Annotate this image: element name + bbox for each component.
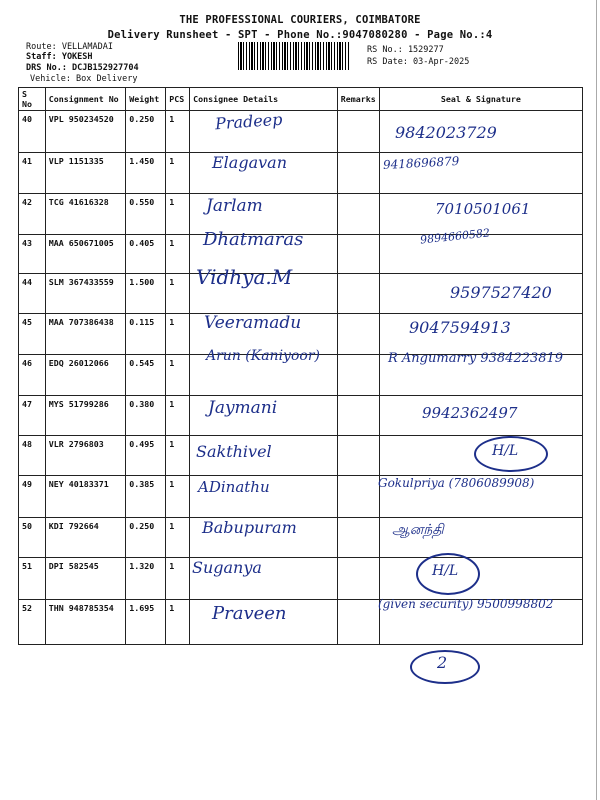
handwritten-seal-41: 9418696879 bbox=[382, 154, 460, 172]
cell-sno: 50 bbox=[19, 518, 46, 558]
cell-sno: 40 bbox=[19, 111, 46, 153]
cell-consignment: VLP 1151335 bbox=[45, 153, 126, 194]
cell-pcs: 1 bbox=[166, 194, 190, 235]
runsheet-subtitle: Delivery Runsheet - SPT - Phone No.:9047080280 - Page No.:4 bbox=[107, 29, 493, 41]
cell-remarks bbox=[337, 558, 379, 600]
cell-sno: 45 bbox=[19, 314, 46, 355]
cell-sno: 46 bbox=[19, 355, 46, 396]
cell-pcs: 1 bbox=[166, 396, 190, 436]
cell-weight: 0.385 bbox=[126, 476, 166, 518]
cell-seal bbox=[379, 235, 582, 274]
cell-weight: 1.695 bbox=[126, 600, 166, 645]
col-remarks: Remarks bbox=[337, 88, 379, 111]
handwritten-consignee-43: Dhatmaras bbox=[203, 229, 304, 250]
cell-weight: 0.495 bbox=[126, 436, 166, 476]
cell-pcs: 1 bbox=[166, 436, 190, 476]
cell-sno: 41 bbox=[19, 153, 46, 194]
cell-sno: 48 bbox=[19, 436, 46, 476]
cell-remarks bbox=[337, 436, 379, 476]
cell-sno: 43 bbox=[19, 235, 46, 274]
handwritten-seal-48: H/L bbox=[492, 443, 519, 459]
cell-consignment: TCG 41616328 bbox=[45, 194, 126, 235]
cell-weight: 0.115 bbox=[126, 314, 166, 355]
cell-weight: 0.250 bbox=[126, 518, 166, 558]
handwritten-seal-44: 9597527420 bbox=[450, 283, 552, 302]
handwritten-seal-46: R Angumarry 9384223819 bbox=[388, 351, 564, 366]
handwritten-seal-47: 9942362497 bbox=[422, 404, 518, 422]
cell-pcs: 1 bbox=[166, 314, 190, 355]
handwritten-seal-45: 9047594913 bbox=[409, 318, 511, 337]
runsheet-table bbox=[18, 87, 583, 645]
cell-consignment: VLR 2796803 bbox=[45, 436, 126, 476]
handwritten-consignee-45: Veeramadu bbox=[204, 313, 302, 333]
handwritten-consignee-44: Vidhya.M bbox=[196, 265, 293, 289]
cell-consignment: MAA 650671005 bbox=[45, 235, 126, 274]
cell-weight: 1.450 bbox=[126, 153, 166, 194]
handwritten-consignee-42: Jarlam bbox=[206, 196, 263, 216]
cell-remarks bbox=[337, 274, 379, 314]
table-header bbox=[19, 88, 583, 111]
scan-edge bbox=[596, 0, 597, 800]
col-consignment: Consignment No bbox=[45, 88, 126, 111]
handwritten-seal-52: (given security) 9500998802 bbox=[378, 597, 554, 611]
col-weight: Weight bbox=[126, 88, 166, 111]
cell-remarks bbox=[337, 355, 379, 396]
cell-weight: 0.545 bbox=[126, 355, 166, 396]
drs-label: DRS No.: DCJB152927704 bbox=[26, 63, 139, 73]
cell-remarks bbox=[337, 396, 379, 436]
table-row bbox=[19, 558, 583, 600]
cell-weight: 1.320 bbox=[126, 558, 166, 600]
cell-weight: 0.550 bbox=[126, 194, 166, 235]
cell-pcs: 1 bbox=[166, 153, 190, 194]
barcode bbox=[238, 42, 350, 70]
handwritten-consignee-51: Suganya bbox=[192, 558, 262, 577]
table-row bbox=[19, 111, 583, 153]
rs-date: RS Date: 03-Apr-2025 bbox=[367, 57, 470, 67]
handwritten-consignee-41: Elagavan bbox=[212, 153, 287, 172]
cell-remarks bbox=[337, 314, 379, 355]
handwritten-consignee-47: Jaymani bbox=[208, 398, 278, 418]
cell-pcs: 1 bbox=[166, 476, 190, 518]
col-sno: S No bbox=[19, 88, 46, 111]
handwritten-consignee-52: Praveen bbox=[212, 603, 287, 624]
cell-weight: 0.250 bbox=[126, 111, 166, 153]
col-pcs: PCS bbox=[166, 88, 190, 111]
handwritten-seal-40: 9842023729 bbox=[395, 123, 497, 142]
handwritten-consignee-40: Pradeep bbox=[214, 109, 283, 134]
cell-sno: 52 bbox=[19, 600, 46, 645]
cell-pcs: 1 bbox=[166, 518, 190, 558]
handwritten-consignee-48: Sakthivel bbox=[196, 442, 272, 461]
cell-remarks bbox=[337, 111, 379, 153]
cell-pcs: 1 bbox=[166, 600, 190, 645]
cell-remarks bbox=[337, 518, 379, 558]
handwritten-seal-43: 9894660582 bbox=[419, 226, 491, 247]
cell-pcs: 1 bbox=[166, 235, 190, 274]
cell-pcs: 1 bbox=[166, 558, 190, 600]
vehicle-label: Vehicle: Box Delivery bbox=[30, 74, 138, 84]
cell-consignment: EDQ 26012066 bbox=[45, 355, 126, 396]
cell-weight: 0.405 bbox=[126, 235, 166, 274]
cell-weight: 0.380 bbox=[126, 396, 166, 436]
cell-sno: 51 bbox=[19, 558, 46, 600]
cell-consignment: THN 948785354 bbox=[45, 600, 126, 645]
cell-weight: 1.500 bbox=[126, 274, 166, 314]
cell-consignment: DPI 582545 bbox=[45, 558, 126, 600]
handwritten-consignee-49: ADinathu bbox=[198, 478, 270, 496]
col-consignee: Consignee Details bbox=[190, 88, 338, 111]
cell-sno: 42 bbox=[19, 194, 46, 235]
cell-remarks bbox=[337, 235, 379, 274]
handwritten-seal-42: 7010501061 bbox=[435, 200, 531, 218]
cell-consignment: VPL 950234520 bbox=[45, 111, 126, 153]
cell-consignment: SLM 367433559 bbox=[45, 274, 126, 314]
cell-remarks bbox=[337, 476, 379, 518]
cell-remarks bbox=[337, 600, 379, 645]
cell-consignment: MYS 51799286 bbox=[45, 396, 126, 436]
handwritten-consignee-50: Babupuram bbox=[202, 518, 297, 537]
handwritten-seal-49: Gokulpriya (7806089908) bbox=[378, 476, 535, 490]
handwritten-consignee-46: Arun (Kaniyoor) bbox=[206, 348, 320, 364]
table-row bbox=[19, 518, 583, 558]
handwritten-seal-51: H/L bbox=[432, 563, 459, 579]
cell-consignment: NEY 40183371 bbox=[45, 476, 126, 518]
staff-label: Staff: YOKESH bbox=[26, 52, 93, 62]
cell-remarks bbox=[337, 153, 379, 194]
cell-sno: 44 bbox=[19, 274, 46, 314]
handwritten-seal-50: ஆனந்தி bbox=[392, 522, 444, 538]
cell-consignment: KDI 792664 bbox=[45, 518, 126, 558]
cell-pcs: 1 bbox=[166, 111, 190, 153]
cell-sno: 47 bbox=[19, 396, 46, 436]
cell-pcs: 1 bbox=[166, 274, 190, 314]
cell-pcs: 1 bbox=[166, 355, 190, 396]
cell-sno: 49 bbox=[19, 476, 46, 518]
cell-consignment: MAA 707386438 bbox=[45, 314, 126, 355]
col-seal: Seal & Signature bbox=[379, 88, 582, 111]
rs-number: RS No.: 1529277 bbox=[367, 45, 444, 55]
footer-mark: 2 bbox=[437, 653, 448, 672]
cell-seal bbox=[379, 558, 582, 600]
route-label: Route: VELLAMADAI bbox=[26, 42, 113, 52]
company-title: THE PROFESSIONAL COURIERS, COIMBATORE bbox=[179, 14, 421, 26]
table-row bbox=[19, 153, 583, 194]
cell-remarks bbox=[337, 194, 379, 235]
